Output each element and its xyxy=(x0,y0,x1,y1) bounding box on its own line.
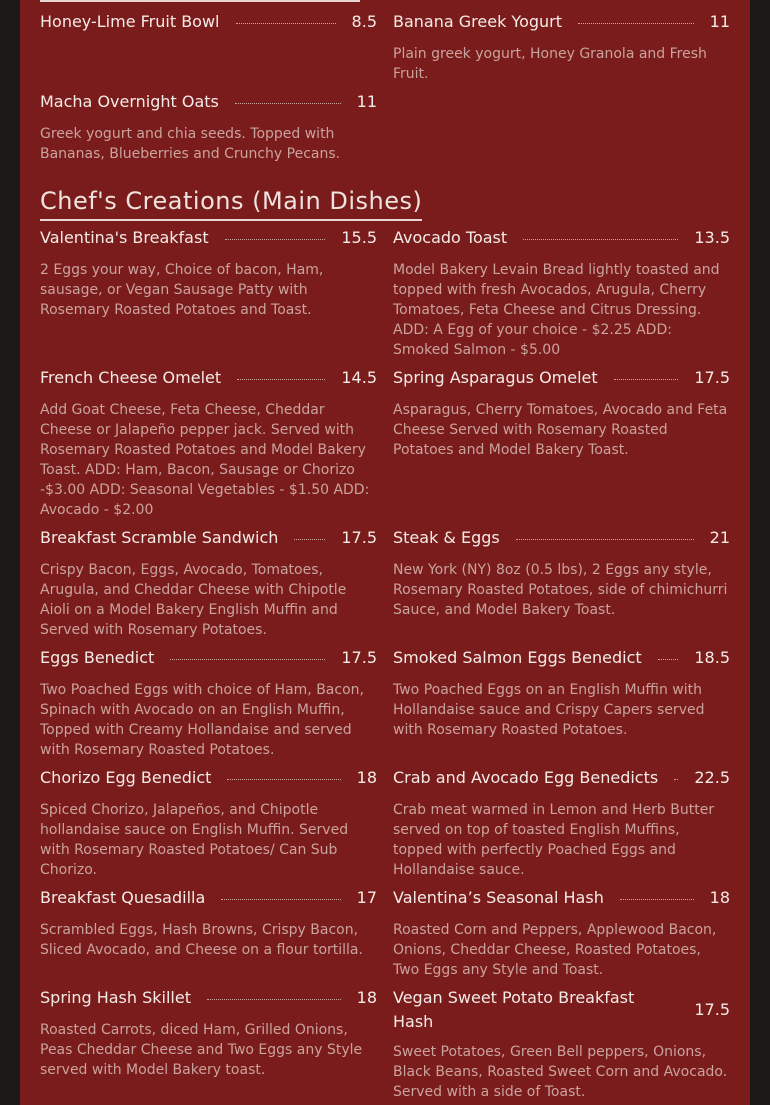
item-description: Scrambled Eggs, Hash Browns, Crispy Bacon, Sliced Avocado, and Cheese on a flour tortilla. xyxy=(40,922,363,958)
item-description: Greek yogurt and chia seeds. Topped with Bananas, Blueberries and Crunchy Pecans. xyxy=(40,126,341,162)
item-name: Macha Overnight Oats xyxy=(40,92,219,111)
item-name: Valentina’s Seasonal Hash xyxy=(393,888,604,907)
item-name: Breakfast Quesadilla xyxy=(40,888,206,907)
item-name: Smoked Salmon Eggs Benedict xyxy=(393,648,642,667)
item-description: Two Poached Eggs on an English Muffin with Hollandaise sauce and Crispy Capers served with Rosemary Roasted Potatoes. xyxy=(393,682,705,738)
item-name: Eggs Benedict xyxy=(40,648,155,667)
menu-item xyxy=(393,646,730,740)
section-divider xyxy=(40,0,360,2)
item-description: Sweet Potatoes, Green Bell peppers, Onions, Black Beans, Roasted Sweet Corn and Avocado. Served with a side of Toast. xyxy=(393,1044,728,1100)
section-title: Chef's Creations (Main Dishes) xyxy=(40,185,422,221)
menu-item xyxy=(40,526,377,640)
item-name: French Cheese Omelet xyxy=(40,368,222,387)
item-price: 17.5 xyxy=(694,1000,730,1019)
item-name: Valentina's Breakfast xyxy=(40,228,209,247)
dot-leader xyxy=(235,103,341,104)
dot-leader xyxy=(658,659,679,660)
menu-item xyxy=(393,226,730,360)
item-description: Roasted Carrots, diced Ham, Grilled Onions, Peas Cheddar Cheese and Two Eggs any Style served with Model Bakery toast. xyxy=(40,1022,363,1078)
menu-item xyxy=(40,886,377,960)
menu-item xyxy=(40,226,377,320)
item-description: New York (NY) 8oz (0.5 lbs), 2 Eggs any style, Rosemary Roasted Potatoes, side of chimichurri Sauce, and Model Bakery Toast. xyxy=(393,562,728,618)
menu-item xyxy=(393,366,730,460)
item-name: Banana Greek Yogurt xyxy=(393,12,563,31)
menu-item xyxy=(40,366,377,520)
item-name: Crab and Avocado Egg Benedicts xyxy=(393,768,659,787)
item-price: 17.5 xyxy=(694,368,730,387)
item-price: 8.5 xyxy=(351,12,377,31)
menu-item xyxy=(393,886,730,980)
item-price: 17.5 xyxy=(341,648,377,667)
dot-leader xyxy=(221,899,340,900)
menu-item xyxy=(393,526,730,620)
menu-item xyxy=(40,986,377,1080)
item-description: Model Bakery Levain Bread lightly toasted and topped with fresh Avocados, Arugula, Cherry Tomatoes, Feta Cheese and Citrus Dressing. ADD: A Egg of your choice - $2.25 ADD: Smoked Salmon - $5.00 xyxy=(393,262,720,358)
item-name: Chorizo Egg Benedict xyxy=(40,768,212,787)
dot-leader xyxy=(170,659,325,660)
item-name: Vegan Sweet Potato Breakfast Hash xyxy=(393,988,635,1031)
item-description: Crab meat warmed in Lemon and Herb Butter served on top of toasted English Muffins, topped with perfectly Poached Eggs and Hollandaise sauce. xyxy=(393,802,715,878)
dot-leader xyxy=(523,239,678,240)
dot-leader xyxy=(236,23,336,24)
item-price: 17.5 xyxy=(341,528,377,547)
item-description: Plain greek yogurt, Honey Granola and Fresh Fruit. xyxy=(393,46,707,82)
item-description: Spiced Chorizo, Jalapeños, and Chipotle hollandaise sauce on English Muffin. Served with Rosemary Roasted Potatoes/ Can Sub Chorizo. xyxy=(40,802,349,878)
item-description: Crispy Bacon, Eggs, Avocado, Tomatoes, Arugula, and Cheddar Cheese with Chipotle Aioli on a Model Bakery English Muffin and Served with Rosemary Potatoes. xyxy=(40,562,347,638)
item-name: Steak & Eggs xyxy=(393,528,500,547)
menu-item xyxy=(40,766,377,880)
dot-leader xyxy=(516,539,694,540)
dot-leader xyxy=(237,379,325,380)
item-name: Breakfast Scramble Sandwich xyxy=(40,528,279,547)
menu-item xyxy=(393,986,730,1102)
dot-leader xyxy=(225,239,326,240)
item-name: Spring Asparagus Omelet xyxy=(393,368,598,387)
item-description: 2 Eggs your way, Choice of bacon, Ham, sausage, or Vegan Sausage Patty with Rosemary Roasted Potatoes and Toast. xyxy=(40,262,324,318)
item-price: 13.5 xyxy=(694,228,730,247)
item-name: Honey-Lime Fruit Bowl xyxy=(40,12,220,31)
item-price: 18.5 xyxy=(694,648,730,667)
item-description: Two Poached Eggs with choice of Ham, Bacon, Spinach with Avocado on an English Muffin, Topped with Creamy Hollandaise and served with Rosemary Roasted Potatoes. xyxy=(40,682,364,758)
item-price: 18 xyxy=(356,988,377,1007)
item-name: Avocado Toast xyxy=(393,228,508,247)
dot-leader xyxy=(674,779,678,780)
item-price: 21 xyxy=(709,528,730,547)
dot-leader xyxy=(614,379,679,380)
dot-leader xyxy=(227,779,340,780)
item-price: 11 xyxy=(356,92,377,111)
item-price: 18 xyxy=(356,768,377,787)
item-price: 14.5 xyxy=(341,368,377,387)
item-price: 18 xyxy=(709,888,730,907)
menu-item xyxy=(393,766,730,880)
dot-leader xyxy=(294,539,325,540)
item-description: Add Goat Cheese, Feta Cheese, Cheddar Cheese or Jalapeño pepper jack. Served with Rosemary Roasted Potatoes and Model Bakery Toast. ADD: Ham, Bacon, Sausage or Chorizo -$3.00 ADD: Seasonal Vegetables - $1.50 ADD: Avocado - $2.00 xyxy=(40,402,370,518)
item-name: Spring Hash Skillet xyxy=(40,988,191,1007)
dot-leader xyxy=(578,23,694,24)
menu-item xyxy=(393,10,730,84)
menu-item xyxy=(40,10,377,34)
item-price: 11 xyxy=(709,12,730,31)
menu-item xyxy=(40,646,377,760)
item-description: Roasted Corn and Peppers, Applewood Bacon, Onions, Cheddar Cheese, Roasted Potatoes, Two Eggs any Style and Toast. xyxy=(393,922,717,978)
item-price: 15.5 xyxy=(341,228,377,247)
menu-item xyxy=(40,90,377,164)
item-description: Asparagus, Cherry Tomatoes, Avocado and Feta Cheese Served with Rosemary Roasted Potatoes and Model Bakery Toast. xyxy=(393,402,728,458)
dot-leader xyxy=(207,999,341,1000)
item-price: 22.5 xyxy=(694,768,730,787)
dot-leader xyxy=(620,899,694,900)
item-price: 17 xyxy=(356,888,377,907)
